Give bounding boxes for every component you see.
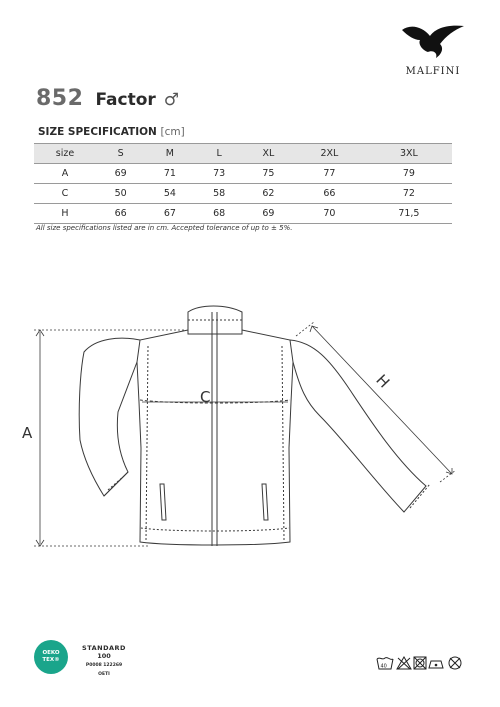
column-header: 3XL bbox=[366, 144, 452, 164]
table-cell: 58 bbox=[195, 184, 244, 204]
iron-low-icon bbox=[429, 661, 443, 668]
gender-symbol: ♂ bbox=[163, 90, 180, 110]
standard-number: 100 bbox=[97, 652, 111, 660]
table-cell: 68 bbox=[195, 204, 244, 224]
table-cell: A bbox=[34, 164, 96, 184]
table-header-row bbox=[34, 144, 452, 164]
product-code: 852 bbox=[36, 86, 84, 111]
oeko-tex-badge bbox=[34, 640, 68, 674]
certification-text bbox=[74, 644, 134, 678]
jacket-measurement-diagram bbox=[0, 290, 500, 570]
table-row bbox=[34, 164, 452, 184]
brand-logo bbox=[392, 22, 474, 82]
size-spec-title bbox=[38, 126, 185, 138]
measurement-lines bbox=[34, 322, 456, 546]
table-cell: 72 bbox=[366, 184, 452, 204]
oeko-tex-certification bbox=[34, 640, 126, 677]
column-header: S bbox=[96, 144, 145, 164]
no-tumble-dry-icon bbox=[414, 657, 426, 669]
table-cell: 79 bbox=[366, 164, 452, 184]
table-cell: 71 bbox=[145, 164, 194, 184]
wash-temp: 40 bbox=[380, 663, 387, 670]
table-cell: 66 bbox=[293, 184, 366, 204]
table-row bbox=[34, 184, 452, 204]
column-header: 2XL bbox=[293, 144, 366, 164]
column-header: size bbox=[34, 144, 96, 164]
table-cell: 77 bbox=[293, 164, 366, 184]
table-cell: 70 bbox=[293, 204, 366, 224]
size-spec-label: SIZE SPECIFICATION bbox=[38, 126, 157, 138]
column-header: XL bbox=[244, 144, 293, 164]
table-cell: 67 bbox=[145, 204, 194, 224]
measure-label-a: A bbox=[22, 424, 33, 442]
size-spec-unit: [cm] bbox=[160, 126, 185, 138]
tolerance-note: All size specifications listed are in cm. Accepted tolerance of up to ± 5%. bbox=[36, 224, 293, 232]
jacket-outline bbox=[79, 306, 430, 546]
column-header: M bbox=[145, 144, 194, 164]
measure-label-c: C bbox=[200, 388, 211, 406]
table-row bbox=[34, 204, 452, 224]
brand-name: MALFINI bbox=[405, 66, 461, 77]
eagle-icon bbox=[400, 22, 466, 64]
standard-label: STANDARD bbox=[82, 644, 126, 652]
no-dry-clean-icon bbox=[449, 657, 461, 669]
table-cell: 75 bbox=[244, 164, 293, 184]
size-table bbox=[34, 143, 452, 224]
certificate-number: P0008 122269 bbox=[85, 663, 123, 668]
table-cell: 50 bbox=[96, 184, 145, 204]
badge-line-2: TEX® bbox=[42, 657, 60, 663]
product-header bbox=[36, 86, 179, 111]
certificate-institute: OETI bbox=[98, 672, 110, 677]
table-cell: C bbox=[34, 184, 96, 204]
table-cell: 69 bbox=[244, 204, 293, 224]
column-header: L bbox=[195, 144, 244, 164]
table-cell: 62 bbox=[244, 184, 293, 204]
no-bleach-icon bbox=[397, 657, 411, 669]
table-cell: 66 bbox=[96, 204, 145, 224]
table-cell: 69 bbox=[96, 164, 145, 184]
table-cell: H bbox=[34, 204, 96, 224]
table-cell: 71,5 bbox=[366, 204, 452, 224]
product-name: Factor bbox=[95, 90, 156, 110]
badge-line-1: OEKO bbox=[42, 650, 60, 656]
table-cell: 73 bbox=[195, 164, 244, 184]
wash-40-icon bbox=[377, 658, 393, 670]
table-cell: 54 bbox=[145, 184, 194, 204]
measure-label-h: H bbox=[372, 370, 394, 392]
care-symbols bbox=[376, 655, 468, 671]
